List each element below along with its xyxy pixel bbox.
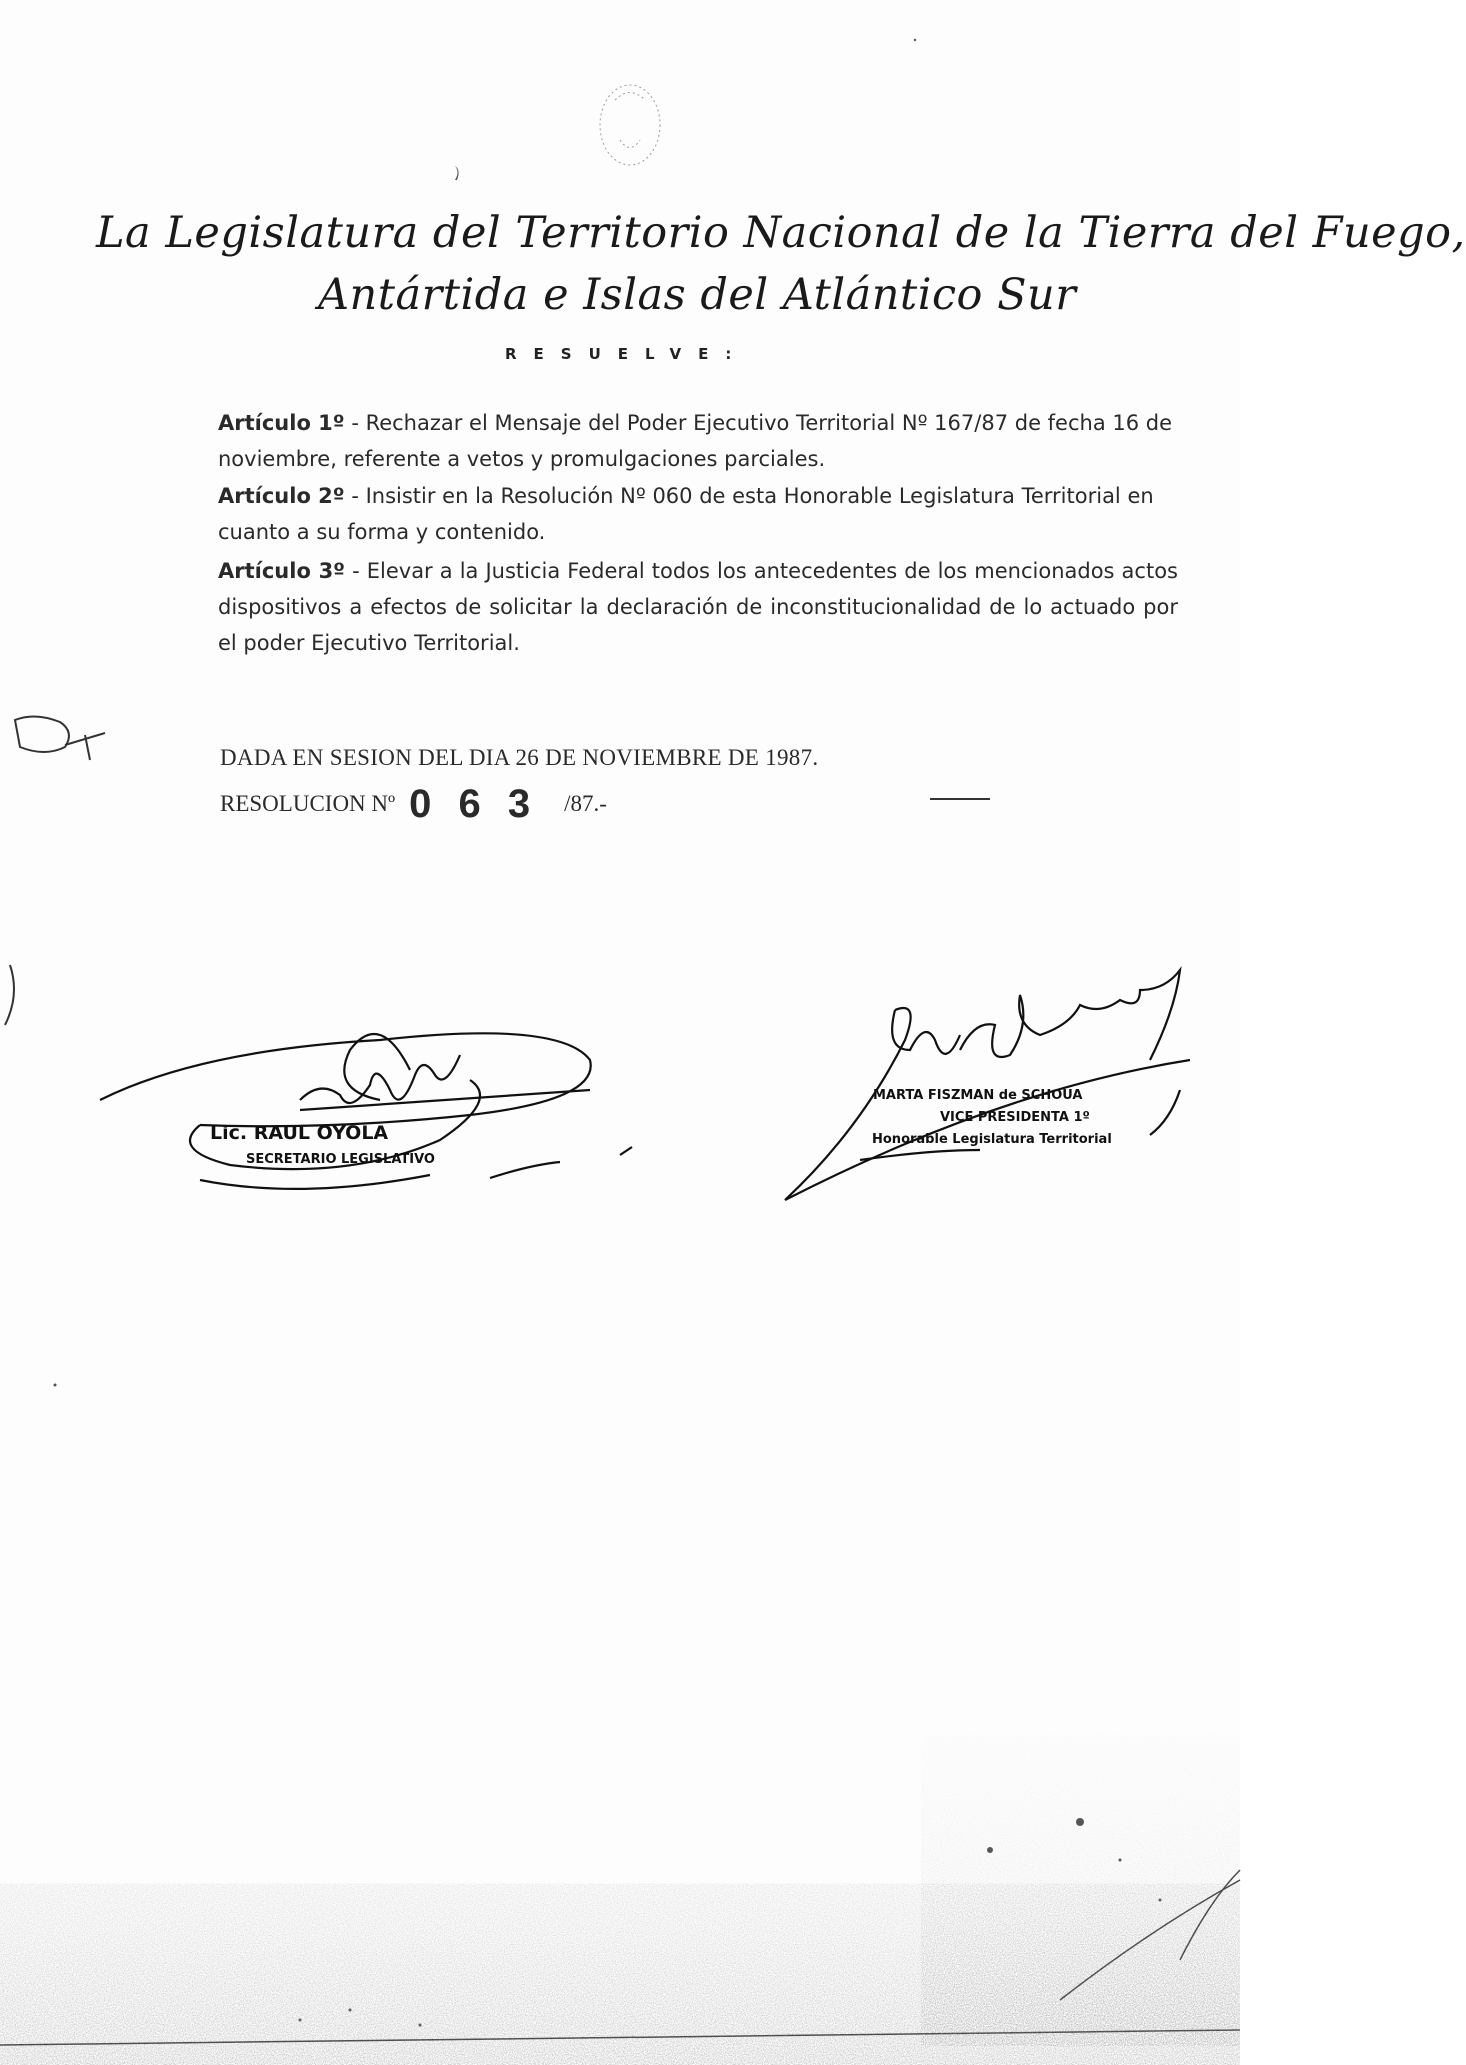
article-1: [218, 405, 1178, 477]
article-2-label: Artículo 2º: [218, 484, 345, 508]
right-signature-scribble: [785, 970, 1190, 1200]
article-2: [218, 478, 1178, 550]
dash-mark: [930, 798, 990, 800]
scan-noise-texture: [0, 1700, 1240, 2065]
right-signatory-organization: Honorable Legislatura Territorial: [872, 1132, 1112, 1147]
header-title-line-2: Antártida e Islas del Atlántico Sur: [318, 270, 1077, 320]
article-1-label: Artículo 1º: [218, 411, 345, 435]
header-title-line-1: La Legislatura del Territorio Nacional de la Tierra del Fuego,: [96, 208, 1466, 258]
session-date-line: DADA EN SESION DEL DIA 26 DE NOVIEMBRE DE 1987.: [220, 745, 819, 770]
resuelve-heading: RESUELVE:: [505, 345, 749, 363]
article-3-label: Artículo 3º: [218, 559, 346, 583]
resolution-label: RESOLUCION Nº: [220, 791, 396, 816]
article-3: [218, 553, 1178, 661]
article-3-text: - Elevar a la Justicia Federal todos los antecedentes de los mencionados actos dispositivos a efectos de solicitar la declaración de inconstitucionalidad de lo actuado por el poder Ejecutivo Territorial.: [218, 559, 1178, 655]
article-2-text: - Insistir en la Resolución Nº 060 de esta Honorable Legislatura Territorial en cuanto a su forma y contenido.: [218, 484, 1154, 544]
article-1-text: - Rechazar el Mensaje del Poder Ejecutivo Territorial Nº 167/87 de fecha 16 de noviembre, referente a vetos y promulgaciones parciales.: [218, 411, 1173, 471]
right-signatory-title: VICE PRESIDENTA 1º: [940, 1110, 1090, 1125]
margin-mark-icon: [5, 716, 105, 1025]
crest-seal-icon: [585, 80, 675, 180]
resolution-number: 0 6 3: [409, 782, 539, 826]
resolution-suffix: /87.-: [564, 791, 607, 816]
left-signatory-name: Lic. RAUL OYOLA: [210, 1122, 389, 1144]
right-signatory-name: MARTA FISZMAN de SCHOUA: [873, 1088, 1083, 1103]
resolution-number-line: [220, 782, 607, 827]
left-signatory-title: SECRETARIO LEGISLATIVO: [246, 1152, 435, 1167]
